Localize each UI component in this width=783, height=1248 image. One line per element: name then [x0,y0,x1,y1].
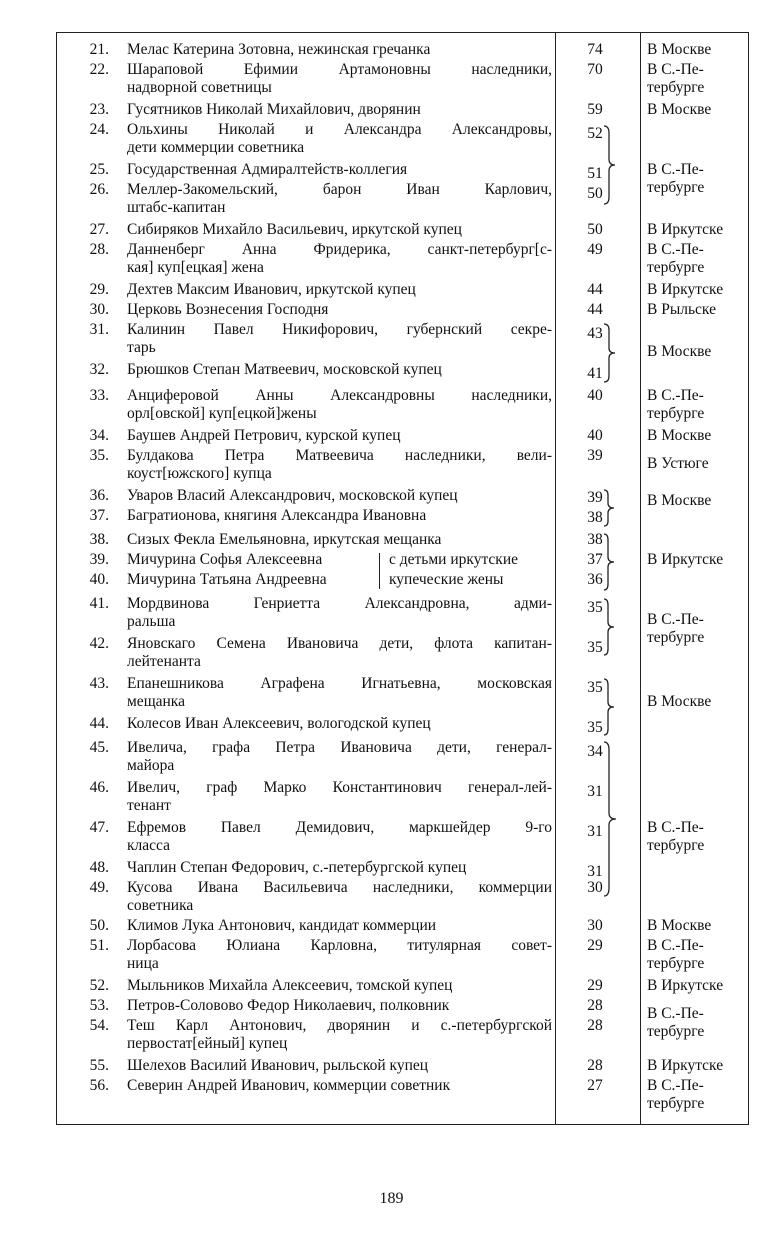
row-place: В Москве [647,427,712,444]
row-place-line: В С.-Пе- [647,819,704,836]
row-quantity: 30 [587,917,603,934]
row-name-line: Ольхины Николай и Александра Александровы, [127,121,552,138]
row-quantity: 31 [587,863,603,880]
row-place-line: тербурге [647,179,705,196]
row-name-line: Булдакова Петра Матвеевича наследники, вели- [127,447,552,464]
row-number: 27. [89,221,109,238]
row-number: 51. [89,937,109,954]
row-name-line: штабс-капитан [127,199,226,216]
column-divider [640,33,641,1124]
row-place: В Иркутске [647,281,724,298]
row-name-line: Анциферовой Анны Александровны наследники, [127,387,552,404]
row-name-line: Ефремов Павел Демидович, маркшейдер 9-го [127,819,552,836]
row-name: Шелехов Василий Иванович, рыльской купец [127,1057,429,1074]
row-name-line: Ивелича, графа Петра Ивановича дети, генерал- [127,739,552,756]
row-number: 38. [89,531,109,548]
row-quantity: 49 [587,241,603,258]
row-place-line: В С.-Пе- [647,611,704,628]
row-number: 25. [89,161,109,178]
row-quantity: 43 [587,325,603,342]
row-quantity: 28 [587,1057,603,1074]
row-number: 48. [89,859,109,876]
row-place: В Москве [647,492,712,509]
note-line: купеческие жены [389,571,504,588]
row-place: В Москве [647,101,712,118]
row-quantity: 38 [587,531,603,548]
row-number: 32. [89,361,109,378]
brace-icon [603,678,617,736]
row-number: 46. [89,779,109,796]
row-place-line: В С.-Пе- [647,61,704,78]
row-place: В Устюге [647,455,709,472]
row-place-line: В С.-Пе- [647,1005,704,1022]
row-number: 34. [89,427,109,444]
row-number: 21. [89,41,109,58]
row-place-line: тербурге [647,259,705,276]
row-number: 22. [89,61,109,78]
row-quantity: 41 [587,365,603,382]
brace-icon [603,533,617,591]
row-number: 26. [89,181,109,198]
row-name-line: первостат[ейный] купец [127,1035,288,1052]
row-number: 47. [89,819,109,836]
michurin-divider [379,553,380,589]
row-name: Церковь Вознесения Господня [127,301,329,318]
row-quantity: 27 [587,1077,603,1094]
row-quantity: 44 [587,281,603,298]
row-name-line: ральша [127,613,176,630]
row-name-line: советника [127,897,194,914]
row-name-line: мещанка [127,693,185,710]
row-name-line: Шараповой Ефимии Артамоновны наследники, [127,61,552,78]
row-place-line: В С.-Пе- [647,1077,704,1094]
row-number: 35. [89,447,109,464]
row-name: Сибиряков Михайло Васильевич, иркутской купец [127,221,462,238]
row-name-line: Калинин Павел Никифорович, губернский секре- [127,321,552,338]
row-quantity: 50 [587,221,603,238]
row-quantity: 39 [587,489,603,506]
row-name-line: орл[овской] куп[ецкой]жены [127,405,317,422]
row-number: 43. [89,675,109,692]
row-number: 24. [89,121,109,138]
row-place-line: тербурге [647,955,705,972]
row-name: Гусятников Николай Михайлович, дворянин [127,101,421,118]
row-name: Климов Лука Антонович, кандидат коммерции [127,917,437,934]
brace-icon [603,323,617,383]
row-name-line: коуст[южского] купца [127,465,272,482]
row-quantity: 36 [587,571,603,588]
row-quantity: 38 [587,509,603,526]
row-place-line: тербурге [647,1095,705,1112]
row-quantity: 50 [587,185,603,202]
row-quantity: 29 [587,977,603,994]
row-number: 49. [89,879,109,896]
row-number: 30. [89,301,109,318]
row-quantity: 70 [587,61,603,78]
row-name-line: надворной советницы [127,79,272,96]
row-quantity: 59 [587,101,603,118]
row-name: Колесов Иван Алексеевич, вологодской купец [127,715,431,732]
note-line: с детьми иркутские [389,551,518,568]
row-name: Петров-Соловово Федор Николаевич, полковник [127,997,450,1014]
row-quantity: 35 [587,599,603,616]
row-place: В Иркутске [647,977,724,994]
row-name: Сизых Фекла Емельяновна, иркутская мещанка [127,531,442,548]
brace-icon [603,741,619,897]
row-name-line: кая] куп[ецкая] жена [127,259,264,276]
row-quantity: 29 [587,937,603,954]
row-quantity: 37 [587,551,603,568]
row-quantity: 35 [587,639,603,656]
row-name: Мичурина Софья Алексеевна [127,551,323,568]
row-name-line: Яновскаго Семена Ивановича дети, флота капитан- [127,635,552,652]
row-place-line: В С.-Пе- [647,161,704,178]
row-quantity: 52 [587,125,603,142]
row-number: 45. [89,739,109,756]
brace-icon [603,125,617,205]
row-number: 37. [89,507,109,524]
row-name: Мыльников Михайла Алексеевич, томской купец [127,977,453,994]
row-number: 40. [89,571,109,588]
row-quantity: 31 [587,783,603,800]
row-name: Мичурина Татьяна Андреевна [127,571,327,588]
row-number: 50. [89,917,109,934]
row-number: 52. [89,977,109,994]
row-number: 28. [89,241,109,258]
row-number: 55. [89,1057,109,1074]
row-quantity: 40 [587,427,603,444]
row-place-line: тербурге [647,79,705,96]
row-number: 41. [89,595,109,612]
row-place-line: В С.-Пе- [647,387,704,404]
row-name: Баушев Андрей Петрович, курской купец [127,427,401,444]
row-name-line: Кусова Ивана Васильевича наследники, коммерции [127,879,552,896]
row-name-line: ница [127,955,159,972]
row-number: 23. [89,101,109,118]
register-table [56,32,749,1125]
row-place-line: В С.-Пе- [647,937,704,954]
row-place: В Иркутске [647,551,724,568]
row-name: Багратионова, княгиня Александра Ивановна [127,507,427,524]
row-number: 36. [89,487,109,504]
row-number: 33. [89,387,109,404]
row-name-line: дети коммерции советника [127,139,305,156]
page-number: 189 [379,1190,404,1207]
row-place: В Москве [647,917,712,934]
row-quantity: 34 [587,743,603,760]
row-name-line: Епанешникова Аграфена Игнатьевна, московская [127,675,552,692]
row-name-line: лейтенанта [127,653,201,670]
row-quantity: 35 [587,719,603,736]
row-number: 53. [89,997,109,1014]
row-name-line: Лорбасова Юлиана Карловна, титулярная совет- [127,937,552,954]
row-place-line: тербурге [647,629,705,646]
row-name: Чаплин Степан Федорович, с.-петербургской купец [127,859,467,876]
row-name-line: тарь [127,339,156,356]
row-name-line: майора [127,757,175,774]
row-name: Мелас Катерина Зотовна, нежинская гречанка [127,41,431,58]
row-number: 39. [89,551,109,568]
row-place-line: тербурге [647,1023,705,1040]
row-place: В Иркутске [647,221,724,238]
row-place: В Москве [647,693,712,710]
row-name: Уваров Власий Александрович, московской купец [127,487,458,504]
row-number: 56. [89,1077,109,1094]
row-name-line: Теш Карл Антонович, дворянин и с.-петербургской [127,1017,552,1034]
row-name: Государственная Адмиралтейств-коллегия [127,161,408,178]
row-name-line: Данненберг Анна Фридерика, санкт-петербург[с- [127,241,552,258]
row-quantity: 30 [587,879,603,896]
row-place: В Рыльске [647,301,716,318]
row-place-line: тербурге [647,837,705,854]
row-number: 44. [89,715,109,732]
row-number: 42. [89,635,109,652]
row-place: В Москве [647,343,712,360]
row-quantity: 44 [587,301,603,318]
row-name-line: класса [127,837,170,854]
row-name: Дехтев Максим Иванович, иркутской купец [127,281,416,298]
row-name-line: Ивелич, граф Марко Константинович генерал-лей- [127,779,552,796]
row-name: Северин Андрей Иванович, коммерции советник [127,1077,451,1094]
row-name-line: Меллер-Закомельский, барон Иван Карлович, [127,181,552,198]
row-quantity: 51 [587,165,603,182]
row-place: В Москве [647,41,712,58]
row-place: В Иркутске [647,1057,724,1074]
row-name: Брюшков Степан Матвеевич, московской купец [127,361,442,378]
row-quantity: 39 [587,447,603,464]
row-place-line: В С.-Пе- [647,241,704,258]
row-number: 31. [89,321,109,338]
row-quantity: 28 [587,1017,603,1034]
row-name-line: тенант [127,797,171,814]
row-quantity: 74 [587,41,603,58]
row-quantity: 35 [587,679,603,696]
row-quantity: 40 [587,387,603,404]
row-quantity: 31 [587,823,603,840]
brace-icon [603,598,617,656]
row-place-line: тербурге [647,405,705,422]
brace-icon [603,489,617,527]
row-quantity: 28 [587,997,603,1014]
row-name-line: Мордвинова Генриетта Александровна, адми- [127,595,552,612]
column-divider [555,33,556,1124]
row-number: 29. [89,281,109,298]
row-number: 54. [89,1017,109,1034]
